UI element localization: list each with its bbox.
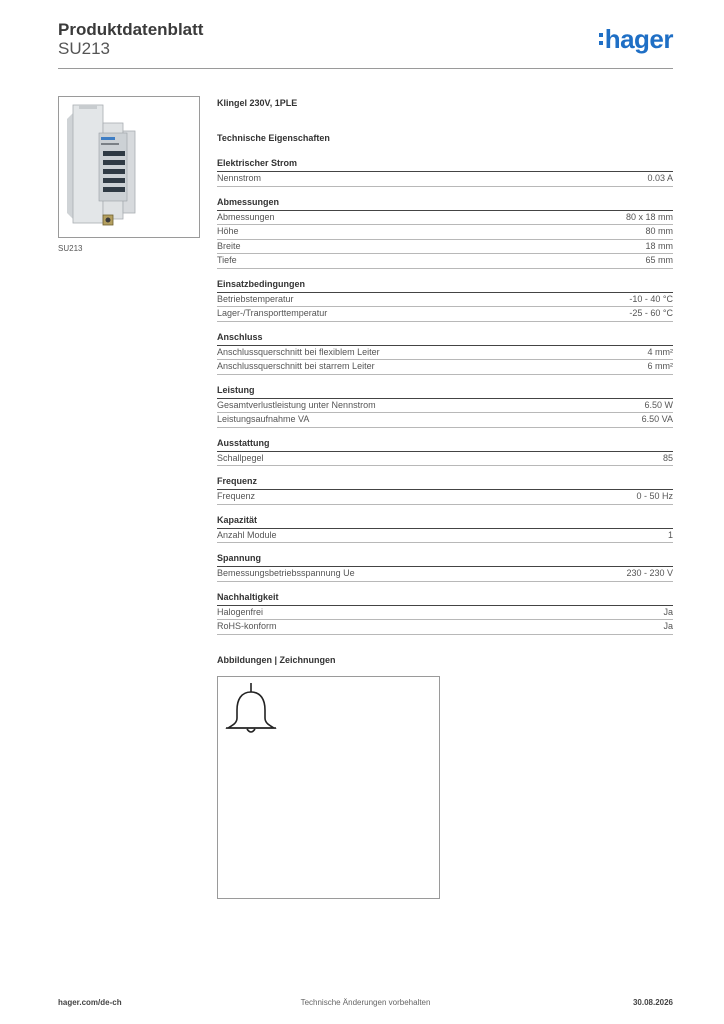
spec-row	[217, 399, 673, 414]
spec-value: 1	[667, 529, 673, 540]
product-name: Klingel 230V, 1PLE	[217, 98, 298, 108]
spec-value: 6.50 W	[644, 399, 673, 410]
technical-properties-heading: Technische Eigenschaften	[217, 133, 330, 143]
product-code: SU213	[58, 39, 110, 58]
spec-label: Anzahl Module	[217, 529, 277, 540]
spec-section	[217, 196, 673, 269]
spec-label: Breite	[217, 240, 241, 251]
product-image-caption: SU213	[58, 244, 83, 253]
spec-section	[217, 475, 673, 505]
spec-sections	[217, 157, 673, 635]
spec-label: Halogenfrei	[217, 606, 264, 617]
spec-section	[217, 278, 673, 322]
spec-label: Nennstrom	[217, 173, 262, 183]
spec-row	[217, 172, 673, 187]
section-title: Spannung	[217, 552, 673, 567]
hager-logo	[599, 24, 673, 55]
spec-section	[217, 514, 673, 544]
footer-website-link[interactable]: hager.com/de-ch	[58, 998, 122, 1007]
section-title: Einsatzbedingungen	[217, 278, 673, 293]
spec-label: Höhe	[217, 226, 239, 236]
spec-value: Ja	[663, 606, 673, 617]
spec-row	[217, 240, 673, 255]
spec-row	[217, 225, 673, 240]
spec-label: Tiefe	[217, 255, 237, 265]
spec-label: Anschlussquerschnitt bei flexiblem Leiter	[217, 346, 380, 357]
spec-row	[217, 346, 673, 361]
footer-disclaimer: Technische Änderungen vorbehalten	[300, 998, 431, 1007]
spec-value: 230 - 230 V	[626, 568, 673, 578]
spec-label: Lager-/Transporttemperatur	[217, 308, 328, 318]
spec-value: 6 mm²	[647, 361, 673, 371]
spec-value: 85	[662, 452, 673, 463]
spec-section	[217, 384, 673, 428]
spec-value: 18 mm	[645, 240, 673, 251]
drawing-frame	[217, 676, 440, 899]
spec-row	[217, 620, 673, 635]
spec-value: -10 - 40 °C	[629, 293, 673, 304]
spec-value: 0 - 50 Hz	[636, 491, 673, 501]
section-title: Abmessungen	[217, 196, 673, 211]
spec-row	[217, 490, 673, 505]
section-title: Kapazität	[217, 514, 673, 529]
page-header	[58, 20, 673, 69]
spec-label: Gesamtverlustleistung unter Nennstrom	[217, 399, 376, 410]
logo-dots-icon	[599, 33, 603, 45]
footer-date: 30.08.2026	[632, 998, 673, 1007]
spec-label: Schallpegel	[217, 452, 264, 463]
spec-row	[217, 413, 673, 428]
spec-row	[217, 529, 673, 544]
spec-row	[217, 307, 673, 322]
spec-section	[217, 552, 673, 582]
spec-section	[217, 331, 673, 375]
logo-text: hager	[604, 24, 673, 54]
section-title: Leistung	[217, 384, 673, 399]
spec-value: 6.50 VA	[641, 414, 673, 424]
spec-value: 65 mm	[645, 255, 673, 265]
section-title: Frequenz	[217, 475, 673, 490]
spec-label: RoHS-konform	[217, 621, 277, 631]
spec-label: Abmessungen	[217, 211, 275, 222]
specifications	[217, 96, 673, 635]
spec-row	[217, 293, 673, 308]
spec-row	[217, 211, 673, 226]
section-title: Nachhaltigkeit	[217, 591, 673, 606]
spec-label: Frequenz	[217, 491, 256, 501]
spec-section	[217, 437, 673, 467]
spec-section	[217, 157, 673, 187]
spec-row	[217, 606, 673, 621]
spec-value: 4 mm²	[647, 346, 673, 357]
spec-value: Ja	[663, 621, 673, 631]
product-image	[58, 96, 200, 238]
spec-row	[217, 567, 673, 582]
section-title: Ausstattung	[217, 437, 673, 452]
section-title: Elektrischer Strom	[217, 157, 673, 172]
spec-row	[217, 452, 673, 467]
section-title: Anschluss	[217, 331, 673, 346]
spec-label: Bemessungsbetriebsspannung Ue	[217, 568, 355, 578]
spec-value: -25 - 60 °C	[629, 308, 673, 318]
spec-value: 80 x 18 mm	[625, 211, 673, 222]
spec-label: Betriebstemperatur	[217, 293, 294, 304]
spec-row	[217, 254, 673, 269]
drawings-heading: Abbildungen | Zeichnungen	[217, 655, 336, 665]
spec-value: 0.03 A	[647, 173, 673, 183]
spec-label: Anschlussquerschnitt bei starrem Leiter	[217, 361, 375, 371]
spec-value: 80 mm	[645, 226, 673, 236]
spec-row	[217, 360, 673, 375]
bell-icon	[221, 680, 281, 738]
spec-section	[217, 591, 673, 635]
spec-label: Leistungsaufnahme VA	[217, 414, 310, 424]
document-title: Produktdatenblatt	[58, 20, 204, 39]
